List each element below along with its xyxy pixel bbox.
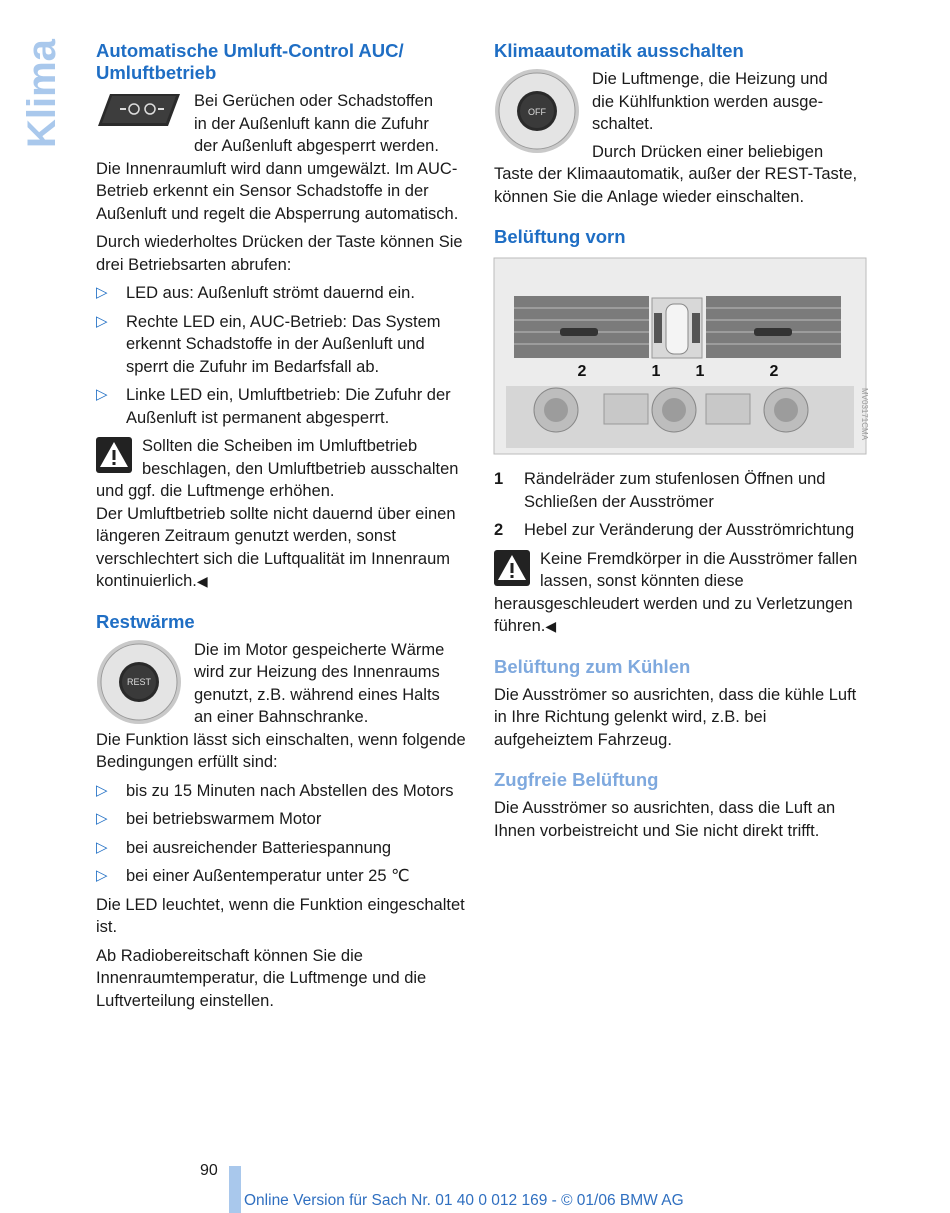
auc-warning-text: Sollten die Scheiben im Umluftbetrieb beschlagen, den Umluftbetrieb ausschalten und ggf. die Luftmenge erhöhen. — [96, 437, 459, 500]
draft-free-text: Die Ausströmer so ausrichten, dass die Luft an Ihnen vorbeistreicht und Sie nicht direkt trifft. — [494, 799, 836, 840]
list-item: ▷ bei einer Außentemperatur unter 25 ℃ — [96, 865, 468, 888]
left-column — [96, 40, 468, 1012]
triangle-bullet-icon: ▷ — [96, 867, 108, 884]
rest-para-2: Die LED leuchtet, wenn die Funktion eingeschaltet ist. — [96, 895, 465, 936]
rest-intro-line-2: wird zur Heizung des Innenraums — [194, 663, 440, 681]
rest-condition-list — [96, 780, 468, 888]
auc-warning — [96, 435, 468, 593]
list-item: ▷ LED aus: Außenluft strömt dauernd ein. — [96, 282, 468, 305]
chapter-tab — [22, 38, 62, 148]
triangle-bullet-icon: ▷ — [96, 838, 108, 856]
list-item: ▷ Linke LED ein, Umluftbetrieb: Die Zufuhr der Außenluft ist permanent abgesperrt. — [96, 386, 451, 427]
auc-intro-line-3: der Außenluft abgesperrt werden. — [194, 137, 439, 155]
rest-heading: Restwärme — [96, 610, 195, 632]
list-item: ▷ bei betriebswarmem Motor — [96, 808, 468, 831]
figure-label-1-left: 1 — [651, 363, 661, 380]
off-para-rest: Taste der Klimaautomatik, außer der REST-Taste, können Sie die Anlage wieder einschalten. — [494, 165, 858, 206]
front-vent-warning-text: Keine Fremdkörper in die Ausströmer fallen lassen, sonst könnten diese herausgeschleudert werden und zu Verletzungen führen. — [494, 549, 858, 635]
rest-button-icon — [96, 639, 182, 725]
off-button-label: OFF — [528, 107, 546, 117]
rest-para-3: Ab Radiobereitschaft können Sie die Innenraumtemperatur, die Luftmenge und die Luftverteilung einstellen. — [96, 946, 427, 1010]
rest-intro-line-4: an einer Bahnschranke. — [194, 708, 369, 726]
front-vent-heading: Belüftung vorn — [494, 226, 626, 247]
auc-warning-continuation: Der Umluftbetrieb sollte nicht dauernd über einen längeren Zeitraum genutzt werden, sonst verschlechtert sich die Luftqualität im Innenraum kontinuierlich. — [96, 504, 456, 590]
rest-intro — [96, 639, 468, 729]
page-number: 90 — [200, 1162, 218, 1179]
front-vent-figure — [494, 258, 869, 454]
front-vent-warning — [494, 548, 866, 638]
warning-icon — [494, 550, 530, 586]
chapter-tab-label: Klima — [20, 39, 64, 148]
list-item: 2 Hebel zur Veränderung der Ausströmrichtung — [494, 521, 855, 539]
draft-free-heading: Zugfreie Belüftung — [494, 769, 659, 790]
figure-code: MV03171CMA — [860, 388, 869, 441]
figure-label-2-left: 2 — [577, 363, 587, 380]
figure-label-1-right: 1 — [695, 363, 705, 380]
rest-intro-line-1: Die im Motor gespeicherte Wärme — [194, 640, 445, 659]
footer-accent-bar — [229, 1166, 241, 1213]
warning-icon — [96, 437, 132, 473]
list-item: ▷ bis zu 15 Minuten nach Abstellen des Motors — [96, 780, 468, 803]
auc-intro — [96, 90, 468, 158]
auc-intro-line-1: Bei Gerüchen oder Schadstoffen — [194, 92, 434, 110]
rest-para-1: Die Funktion lässt sich einschalten, wenn folgende Bedingungen erfüllt sind: — [96, 730, 466, 771]
auc-intro-line-2: in der Außenluft kann die Zufuhr — [194, 114, 429, 133]
off-intro — [494, 68, 866, 163]
off-para-line-1: Durch Drücken einer beliebigen — [592, 142, 824, 161]
auc-para-2: Durch wiederholtes Drücken der Taste können Sie drei Betriebsarten abrufen: — [96, 233, 463, 274]
triangle-bullet-icon: ▷ — [96, 284, 108, 301]
end-mark-icon: ◀ — [545, 618, 557, 634]
off-button-icon — [494, 68, 580, 154]
auc-button-icon — [96, 90, 182, 130]
cooling-vent-heading: Belüftung zum Kühlen — [494, 655, 691, 677]
figure-label-2-right: 2 — [769, 363, 779, 380]
off-intro-line-1: Die Luftmenge, die Heizung und — [592, 70, 828, 88]
auc-mode-list — [96, 282, 468, 429]
off-intro-line-2: die Kühlfunktion werden ausge- — [592, 92, 824, 111]
triangle-bullet-icon: ▷ — [96, 312, 108, 330]
footer-copyright: Online Version für Sach Nr. 01 40 0 012 169 - © 01/06 BMW AG — [244, 1192, 684, 1209]
list-item: ▷ bei ausreichender Batteriespannung — [96, 837, 468, 860]
cooling-vent-text: Die Ausströmer so ausrichten, dass die kühle Luft in Ihre Richtung gelenkt wird, z.B. bei aufgeheiztem Fahrzeug. — [494, 685, 857, 749]
list-item: 1 Rändelräder zum stufenlosen Öffnen und Schließen der Ausströmer — [494, 470, 826, 511]
off-heading: Klimaautomatik ausschalten — [494, 40, 744, 61]
rest-button-label: REST — [126, 676, 152, 687]
triangle-bullet-icon: ▷ — [96, 386, 108, 403]
list-item: ▷ Rechte LED ein, AUC-Betrieb: Das System erkennt Schadstoffe in der Außenluft und sperrt die Zufuhr im Bedarfsfall ab. — [96, 312, 441, 376]
auc-heading: Automatische Umluft-Control AUC/ Umluftbetrieb — [96, 40, 404, 83]
triangle-bullet-icon: ▷ — [96, 810, 108, 827]
front-vent-legend — [494, 468, 866, 542]
rest-intro-line-3: genutzt, z.B. während eines Halts — [194, 685, 440, 704]
right-column — [494, 40, 869, 842]
end-mark-icon: ◀ — [196, 573, 208, 589]
triangle-bullet-icon: ▷ — [96, 781, 108, 799]
auc-para-1: Die Innenraumluft wird dann umgewälzt. Im AUC-Betrieb erkennt ein Sensor Schadstoffe in der Außenluft und regelt die Absperrung automatisch. — [96, 159, 459, 223]
off-intro-line-3: schaltet. — [592, 115, 654, 133]
